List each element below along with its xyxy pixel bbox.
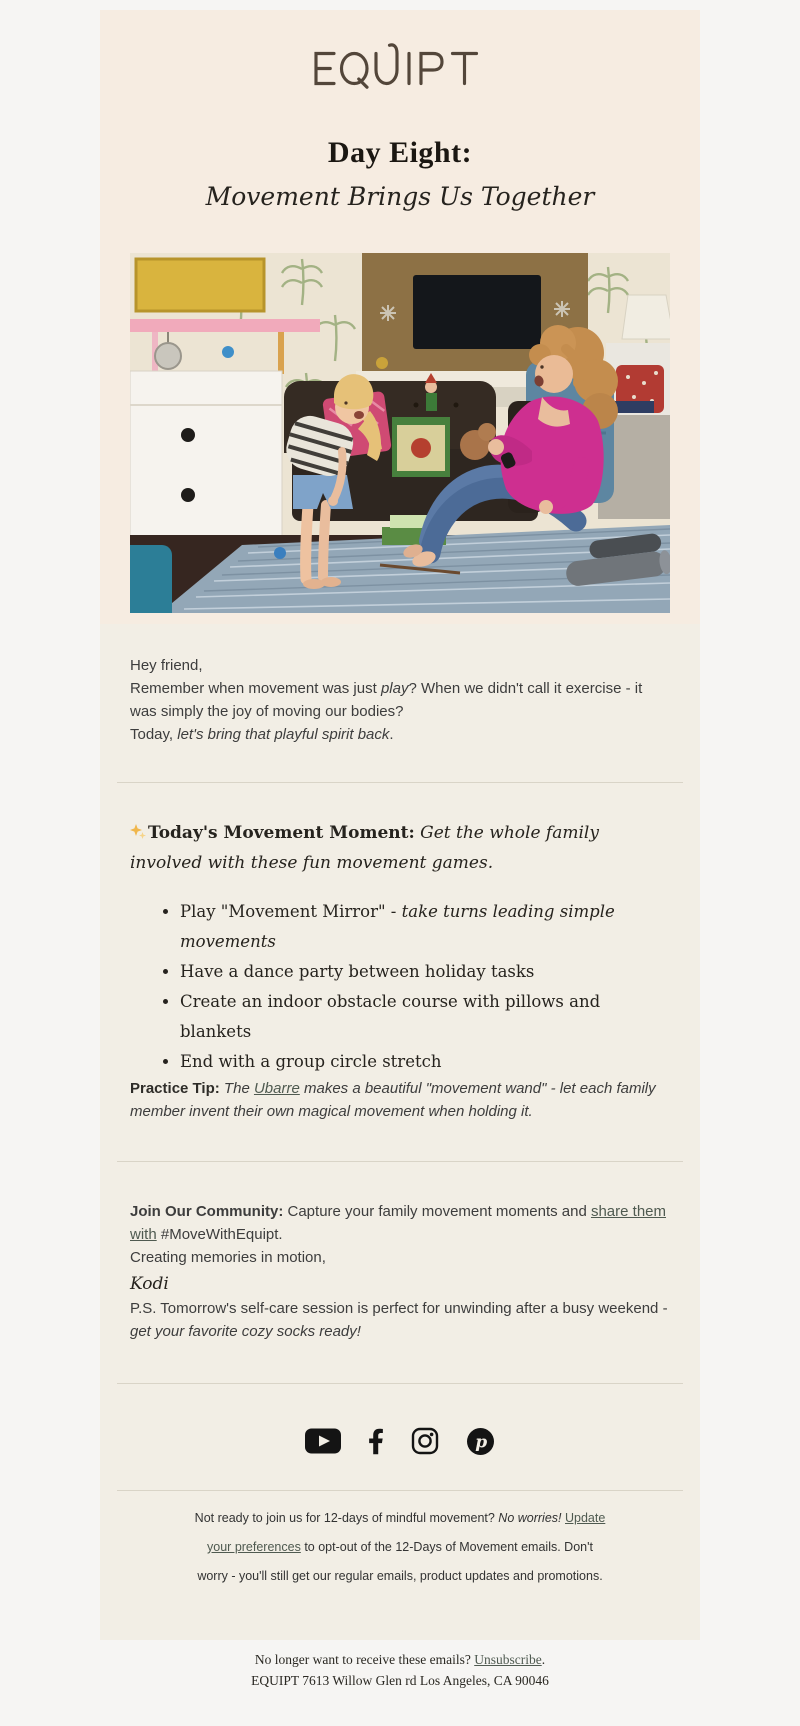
- company-address: EQUIPT 7613 Willow Glen rd Los Angeles, CA 90046: [251, 1673, 549, 1688]
- wall-art: [136, 259, 264, 311]
- lamp-shade: [622, 295, 670, 339]
- email-card: [100, 10, 700, 1640]
- family-photo: [130, 253, 670, 613]
- list-item-text: Create an indoor obstacle course with pillows and blankets: [180, 992, 601, 1041]
- unsubscribe-line: No longer want to receive these emails? Unsubscribe.: [254, 1652, 546, 1667]
- section-divider: [117, 1161, 683, 1162]
- equipt-logo[interactable]: [307, 43, 493, 96]
- list-item: [180, 987, 670, 1047]
- intro-paragraph: Remember when movement was just play? When we didn't call it exercise - it was simply the joy of moving our bodies?: [130, 680, 643, 720]
- instagram-icon[interactable]: [411, 1427, 439, 1455]
- optout-text: Not ready to join us for 12-days of mindful movement? No worries! Update your preferences to opt-out of the 12-Days of Movement emails. Don't worry - you'll still get our regular emails, product updates and promotions.: [194, 1511, 606, 1583]
- facebook-icon[interactable]: [368, 1428, 384, 1455]
- pinterest-icon[interactable]: [466, 1427, 495, 1456]
- list-item: [180, 957, 670, 987]
- list-item: [180, 897, 670, 957]
- signature: Kodi: [130, 1274, 169, 1294]
- tv: [413, 275, 541, 349]
- equipt-logo-icon: [307, 43, 493, 91]
- ubarre-link[interactable]: Ubarre: [253, 1080, 300, 1097]
- youtube-icon[interactable]: [305, 1428, 341, 1454]
- social-links: [130, 1424, 670, 1458]
- section-divider: [117, 1490, 683, 1491]
- unsubscribe-link[interactable]: Unsubscribe: [474, 1652, 542, 1667]
- body-section: [100, 624, 700, 1640]
- section-divider: [117, 1383, 683, 1384]
- today-line: Today, let's bring that playful spirit back.: [130, 726, 394, 743]
- greeting: Hey friend,: [130, 657, 203, 674]
- legal-footer: [0, 1640, 800, 1691]
- teal-chair: [130, 545, 172, 613]
- sparkles-icon: [130, 821, 146, 849]
- list-item-text: End with a group circle stretch: [180, 1052, 442, 1071]
- practice-tip: Practice Tip: The Ubarre makes a beautiful "movement wand" - let each family member invent their own magical movement when holding it.: [130, 1080, 656, 1120]
- section-divider: [117, 782, 683, 783]
- share-link[interactable]: share them with: [130, 1203, 667, 1243]
- movement-games-list: [130, 897, 670, 1077]
- page-title: Day Eight:: [327, 136, 473, 169]
- page-subtitle: Movement Brings Us Together: [205, 182, 595, 211]
- ps-note: P.S. Tomorrow's self-care session is perfect for unwinding after a busy weekend - get your favorite cozy socks ready!: [130, 1300, 668, 1340]
- dresser: [130, 371, 282, 549]
- header-section: [100, 10, 700, 624]
- update-preferences-link[interactable]: Update your preferences: [207, 1511, 606, 1554]
- movement-moment-heading: Today's Movement Moment: Get the whole family involved with these fun movement games.: [130, 823, 599, 873]
- list-item-text: Play "Movement Mirror" -: [180, 902, 402, 921]
- join-community: Join Our Community: Capture your family movement moments and share them with #MoveWithEquipt.: [130, 1203, 667, 1243]
- signoff: Creating memories in motion,: [130, 1249, 326, 1266]
- list-item-text: Have a dance party between holiday tasks: [180, 962, 535, 981]
- toy-rack: [130, 319, 320, 332]
- list-item: [180, 1047, 670, 1077]
- list-item-italic: take turns leading simple movements: [180, 902, 615, 951]
- svg-text:p: p: [475, 1432, 488, 1452]
